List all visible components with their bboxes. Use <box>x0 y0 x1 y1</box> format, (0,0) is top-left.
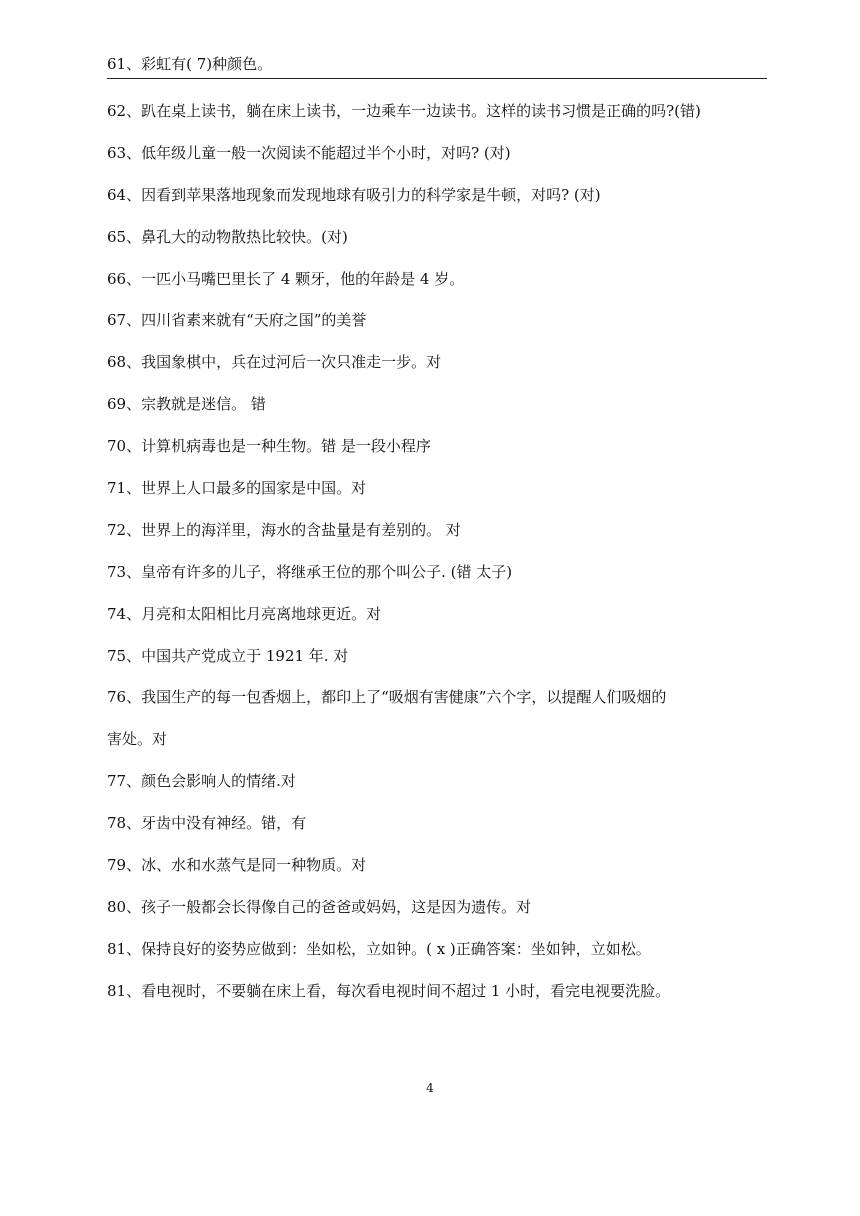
question-line: 76、我国生产的每一包香烟上，都印上了“吸烟有害健康”六个字，以提醒人们吸烟的 <box>107 688 667 707</box>
question-line: 69、宗教就是迷信。 错 <box>107 395 266 414</box>
question-line: 68、我国象棋中，兵在过河后一次只准走一步。对 <box>107 353 442 372</box>
question-line: 75、中国共产党成立于 1921 年. 对 <box>107 646 349 665</box>
question-line: 81、看电视时，不要躺在床上看，每次看电视时间不超过 1 小时，看完电视要洗脸。 <box>107 981 671 1000</box>
question-line: 70、计算机病毒也是一种生物。错 是一段小程序 <box>107 437 431 456</box>
question-line: 65、鼻孔大的动物散热比较快。(对) <box>107 227 348 246</box>
question-line: 78、牙齿中没有神经。错，有 <box>107 814 307 833</box>
question-line: 72、世界上的海洋里，海水的含盐量是有差别的。 对 <box>107 520 461 539</box>
question-line: 62、趴在桌上读书，躺在床上读书，一边乘车一边读书。这样的读书习惯是正确的吗?(错) <box>107 102 701 120</box>
header-rule <box>107 78 767 79</box>
question-line: 81、保持良好的姿势应做到：坐如松，立如钟。( x )正确答案：坐如钟，立如松。 <box>107 939 651 958</box>
question-line: 80、孩子一般都会长得像自己的爸爸或妈妈，这是因为遗传。对 <box>107 897 532 916</box>
question-line: 73、皇帝有许多的儿子，将继承王位的那个叫公子. (错 太子) <box>107 562 513 581</box>
question-line: 67、四川省素来就有“天府之国”的美誉 <box>107 311 367 330</box>
page-number: 4 <box>426 1081 434 1095</box>
question-line: 77、颜色会影响人的情绪.对 <box>107 772 296 791</box>
header-line: 61、彩虹有( 7)种颜色。 <box>107 55 273 73</box>
question-line: 64、因看到苹果落地现象而发现地球有吸引力的科学家是牛顿，对吗? (对) <box>107 185 601 204</box>
question-list <box>107 91 767 1013</box>
question-line: 66、一匹小马嘴巴里长了 4 颗牙，他的年龄是 4 岁。 <box>107 269 465 288</box>
question-line: 71、世界上人口最多的国家是中国。对 <box>107 479 367 498</box>
question-line: 79、冰、水和水蒸气是同一种物质。对 <box>107 856 367 875</box>
question-line: 74、月亮和太阳相比月亮离地球更近。对 <box>107 604 382 623</box>
question-line-continuation: 害处。对 <box>107 730 168 749</box>
question-line: 63、低年级儿童一般一次阅读不能超过半个小时，对吗? (对) <box>107 143 511 162</box>
